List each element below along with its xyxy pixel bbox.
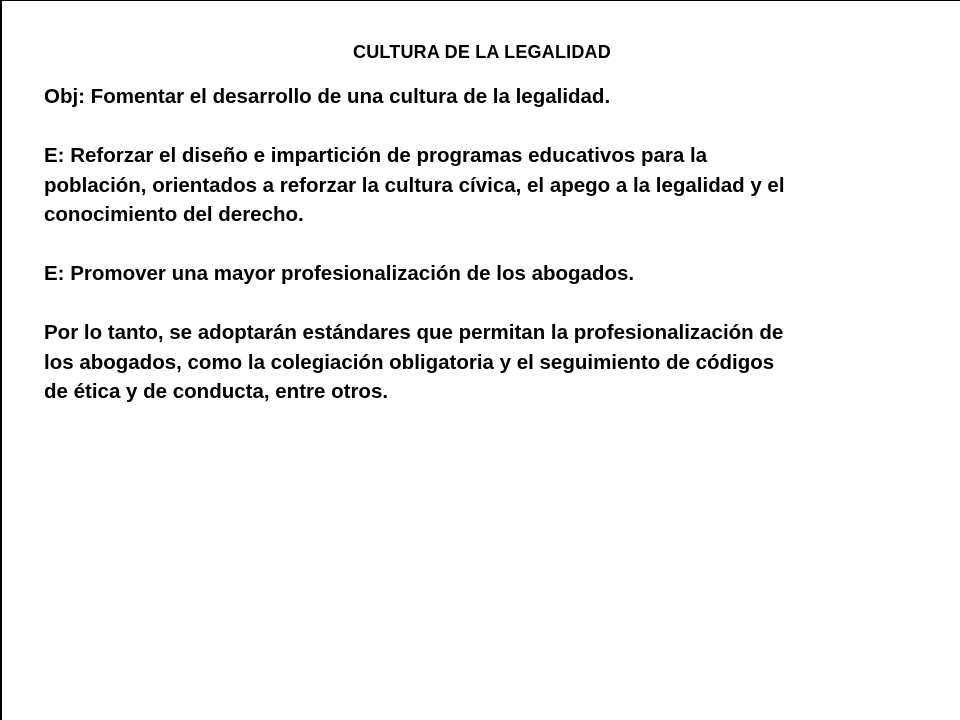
strategy-education-paragraph: E: Reforzar el diseño e impartición de programas educativos para la población, orientados a reforzar la cultura cívica, el apego a la legalidad y el conocimiento del derecho. (44, 144, 785, 226)
conclusion-paragraph: Por lo tanto, se adoptarán estándares que permitan la profesionalización de los abogados, como la colegiación obligatoria y el seguimiento de códigos de ética y de conducta, entre otros. (44, 321, 784, 403)
slide-body (44, 82, 924, 436)
objective-paragraph: Obj: Fomentar el desarrollo de una cultura de la legalidad. (44, 85, 611, 108)
strategy-professionalization-paragraph: E: Promover una mayor profesionalización de los abogados. (44, 262, 635, 285)
slide-title: CULTURA DE LA LEGALIDAD (353, 42, 611, 62)
